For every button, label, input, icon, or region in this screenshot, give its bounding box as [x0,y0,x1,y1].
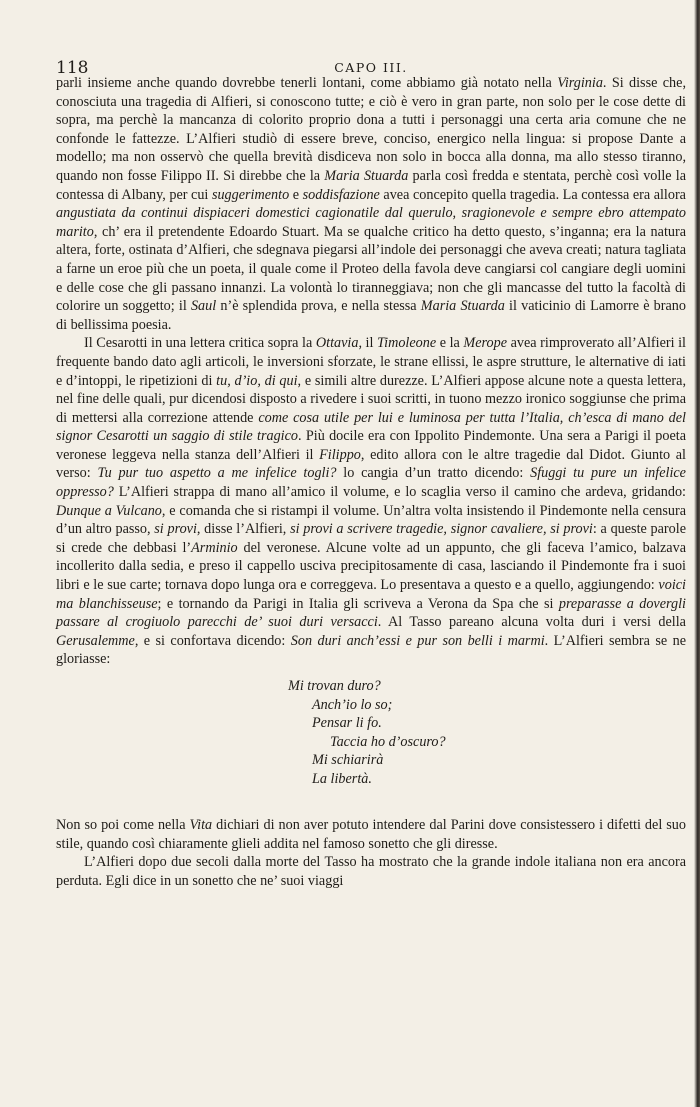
paragraphs-after-poem [56,816,686,890]
text-run: del veronese. Alcune volte ad un appunto, che gli faceva l’amico, balzava incollerito dalla sedia, e preso il cappello usciva precipitosamente di casa, lasciando il Pindemonte fra i suoi libri e le sue carte; tornava dopo lunga ora e correggeva. Lo presentava a questo e a quello, aggiungendo: [56,539,686,594]
italic-run: Saul [190,298,217,315]
paragraphs [56,74,686,669]
text-run: dichiari di non aver potuto intendere dal Parini dove consistessero i difetti del suo stile, quando così chiaramente glieli addita nel famoso sonetto che gli diresse. [56,817,686,852]
text-run: il vaticinio di Lamorre è brano di bellissima poesia. [56,298,686,333]
text-run: Il Cesarotti in una lettera critica sopra la [84,335,316,352]
text-run: , il [358,335,378,352]
poem-line: Mi trovan duro? [288,678,381,694]
text-run: L’Alfieri strappa di mano all’amico il volume, e lo scaglia verso il camino che ardeva, gridando: [113,484,686,501]
text-run: lo cangia d’un tratto dicendo: [336,465,531,482]
text-run: ; e tornando da Parigi in Italia gli scriveva a Verona da Spa che si [157,595,559,612]
italic-run: come cosa utile per lui e luminosa per tutta l’Italia, ch’esca di mano del signor Cesarotti un saggio di stile tragico [56,409,686,445]
italic-run: Maria Stuarda [420,298,505,315]
text-run: . Più docile era con Ippolito Pindemonte. Una sera a Parigi il poeta veronese leggeva nella stanza dell’Alfieri il [56,428,686,463]
text-run: Non so poi come nella [56,817,190,833]
text-run: , e comanda che si ristampi il volume. Un’altra volta insistendo il Pindemonte nella censura d’un altro passo, [56,502,686,538]
italic-run: Son duri anch’essi e pur son belli i marmi [290,632,545,649]
italic-run: si provi a scrivere tragedie, signor cavaliere, si provi [290,521,593,538]
poem-line: Pensar li fo. [312,715,382,731]
italic-run: tu, d’io, di qui [216,372,298,389]
italic-run: Gerusalemme [56,632,135,649]
text-run: avea rimproverato all’Alfieri il frequente bando dato agli articoli, le inversioni sforzate, le strane ellissi, le aspre strutture, le alternative di iati e d’intoppi, le ripetizioni di [56,335,686,389]
poem-line: Anch’io lo so; [312,696,393,713]
poem-line: Taccia ho d’oscuro? [330,733,446,750]
text-run: e la [436,335,464,352]
text-run: L’Alfieri dopo due secoli dalla morte del Tasso ha mostrato che la grande indole italiana non era ancora perduta. Egli dice in un sonetto che ne’ suoi viaggi [56,854,686,889]
text-run: . L’Alfieri sembra se ne gloriasse: [56,632,686,668]
paragraph [56,853,686,890]
italic-run: preparasse a dovergli passare al crogiuolo parecchi de’ suoi duri versacci [56,595,687,631]
italic-run: angustiata da continui dispiaceri domestici cagionatile dal querulo, sragionevole e sempre ebro attempato marito [56,205,686,240]
text-run: , ch’ era il pretendente Edoardo Stuart. Ma se qualche critico ha detto questo, s’inganna; era la natura altera, forte, ostinata d’Alfieri, che sdegnava piegarsi all’indole dei personaggi che aveva creati; natura tagliata a farne un eroe più che un poeta, il quale come il Proteo della favola deve cangiarsi col cangiare degli uomini e delle cose che gli passano innanzi. La volontà lo tiranneggiava; non che gli mancasse del tutto la facoltà di colorire un soggetto; il [56,223,686,315]
paragraph [56,334,686,669]
italic-run: soddisfazione [302,186,380,203]
text-run: : a queste parole si crede che debbasi l’ [56,521,686,556]
italic-run: si provi [154,521,197,538]
poem-block [56,677,686,788]
italic-run: voici ma blanchisseuse [56,577,686,612]
text-run: e [289,186,303,203]
italic-run: Filippo [319,446,361,463]
text-run: parla così fredda e stentata, perchè così volle la contessa di Albany, per cui [56,167,687,203]
text-run: , e simili altre durezze. L’Alfieri appose alcune note a questa lettera, nel fine delle quali, pur dicendosi disposto a rivedere i suoi scritti, in tuono mezzo ironico soggiunse che prima di mettersi alla correzione attende [56,372,686,426]
text-run: , disse l’Alfieri, [196,521,291,538]
running-head: CAPO III. [334,60,408,75]
italic-run: Vita [189,817,213,833]
italic-run: Ottavia [315,335,359,352]
text-run: , e si confortava dicendo: [134,632,291,649]
poem-line: La libertà. [312,770,372,787]
text-run: . Si disse che, conosciuta una tragedia di Alfieri, si conoscono tutte; e ciò è vero in gran parte, non solo per le cose dette di sopra, ma perchè la mancanza di colorito proprio dona a tutti i personaggi una certa aria comune che ne confonde le fattezze. L’Alfieri studiò di essere breve, conciso, energico nella lingua: si propose Dante a modello; ma non osservò che quella brevità disdiceva non solo in bocca alla donna, ma allo stesso tiranno, quando non fosse Filippo II. Si direbbe che la [56,75,686,184]
italic-run: Arminio [191,539,238,556]
body-text [56,74,686,890]
text-run: avea concepito quella tragedia. La contessa era allora [379,186,686,203]
italic-run: Dunque a Vulcano [56,502,162,519]
italic-run: Merope [463,335,508,352]
poem-line: Mi schiarirà [312,752,384,768]
italic-run: Sfuggi tu pure un infelice oppresso? [56,465,686,501]
italic-run: Maria Stuarda [324,167,409,184]
text-run: , edito allora con le altre tragedie dal Didot. Giunto al verso: [56,446,686,482]
paragraph [56,816,686,853]
page-edge [694,0,700,1107]
italic-run: Virginia [557,75,603,91]
text-run: . Al Tasso pareano alcuna volta duri i versi della [377,614,686,631]
italic-run: Tu pur tuo aspetto a me infelice togli? [97,465,337,482]
text-run: parli insieme anche quando dovrebbe tenerli lontani, come abbiamo già notato nella [56,75,558,91]
italic-run: suggerimento [211,186,290,203]
paragraph [56,74,686,334]
text-run: n’è splendida prova, e nella stessa [216,298,421,315]
italic-run: Timoleone [377,335,437,352]
page-number: 118 [56,58,89,78]
